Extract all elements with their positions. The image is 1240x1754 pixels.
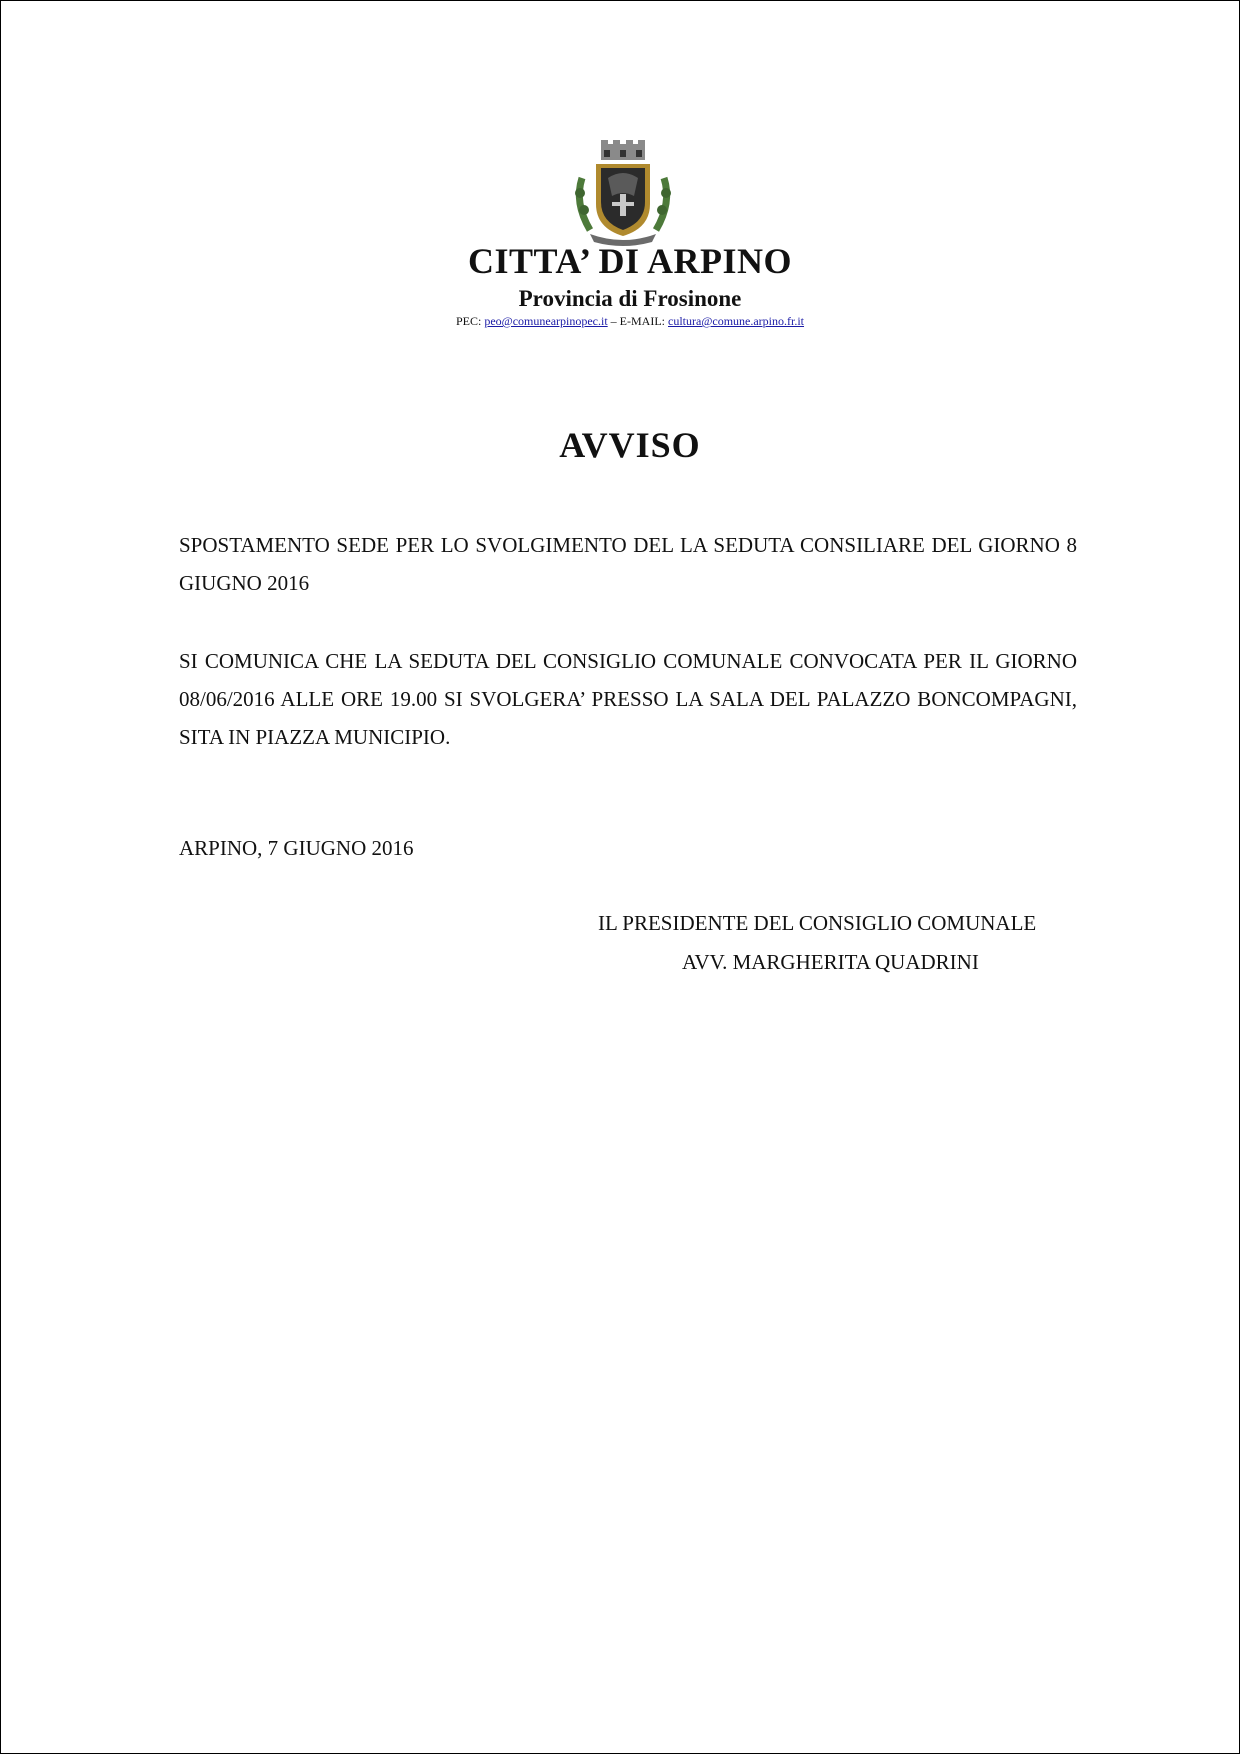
contact-separator: – [607,314,620,328]
coat-of-arms-logo [568,138,678,246]
date-line: ARPINO, 7 GIUGNO 2016 [179,836,414,860]
notice-subject: SPOSTAMENTO SEDE PER LO SVOLGIMENTO DEL LA SEDUTA CONSILIARE DEL GIORNO 8 GIUGNO 2016 [179,533,1077,595]
pec-label: PEC: [455,314,482,328]
pec-email-link[interactable]: peo@comunearpinopec.it [484,314,608,328]
email-link[interactable]: cultura@comune.arpino.fr.it [668,314,805,328]
signatory-role: IL PRESIDENTE DEL CONSIGLIO COMUNALE [598,911,1037,935]
city-name: CITTA’ DI ARPINO [467,241,793,281]
signatory-name: AVV. MARGHERITA QUADRINI [682,950,979,974]
notice-body: SI COMUNICA CHE LA SEDUTA DEL CONSIGLIO COMUNALE CONVOCATA PER IL GIORNO 08/06/2016 ALLE ORE 19.00 SI SVOLGERA’ PRESSO LA SALA DEL PALAZZO BONCOMPAGNI, SITA IN PIAZZA MUNICIPIO. [179,649,1077,749]
notice-title: AVVISO [559,425,701,465]
email-label: E-MAIL: [619,314,665,328]
contact-line [0,314,1240,329]
province-name: Provincia di Frosinone [518,286,742,311]
